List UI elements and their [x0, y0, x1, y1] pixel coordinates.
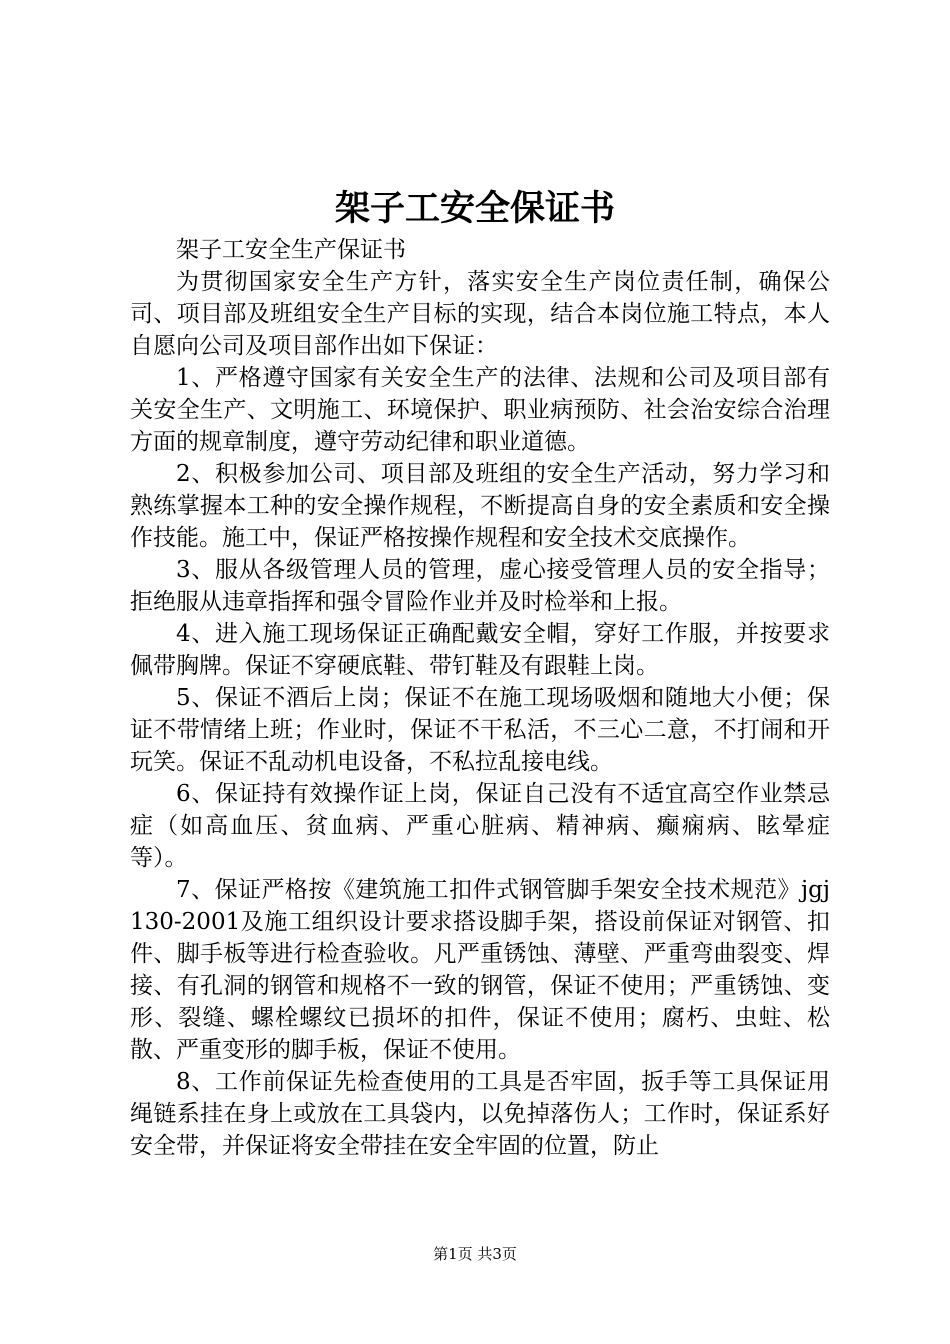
paragraph-item-7: 7、保证严格按《建筑施工扣件式钢管脚手架安全技术规范》jgj130-2001及施工组织设计要求搭设脚手架，搭设前保证对钢管、扣件、脚手板等进行检查验收。凡严重锈蚀、薄壁、严重弯曲裂变、焊接、有孔洞的钢管和规格不一致的钢管，保证不使用；严重锈蚀、变形、裂缝、螺栓螺纹已损坏的扣件，保证不使用；腐朽、虫蛀、松散、严重变形的脚手板，保证不使用。: [130, 877, 830, 1063]
paragraph-item-5: 5、保证不酒后上岗；保证不在施工现场吸烟和随地大小便；保证不带情绪上班；作业时，保证不干私活，不三心二意，不打闹和开玩笑。保证不乱动机电设备，不私拉乱接电线。: [130, 685, 830, 775]
document-title: 架子工安全保证书: [334, 188, 615, 229]
paragraph-item-8: 8、工作前保证先检查使用的工具是否牢固，扳手等工具保证用绳链系挂在身上或放在工具袋内，以免掉落伤人；工作时，保证系好安全带，并保证将安全带挂在安全牢固的位置，防止: [130, 1069, 830, 1159]
paragraph-item-4: 4、进入施工现场保证正确配戴安全帽，穿好工作服，并按要求佩带胸牌。保证不穿硬底鞋、带钉鞋及有跟鞋上岗。: [130, 621, 830, 679]
paragraph-subtitle: 架子工安全生产保证书: [176, 237, 406, 263]
paragraph-intro: 为贯彻国家安全生产方针，落实安全生产岗位责任制，确保公司、项目部及班组安全生产目标的实现，结合本岗位施工特点，本人自愿向公司及项目部作出如下保证：: [130, 269, 830, 359]
document-body: [130, 234, 830, 1162]
paragraph-item-1: 1、严格遵守国家有关安全生产的法律、法规和公司及项目部有关安全生产、文明施工、环境保护、职业病预防、社会治安综合治理方面的规章制度，遵守劳动纪律和职业道德。: [130, 365, 830, 455]
paragraph-item-6: 6、保证持有效操作证上岗，保证自己没有不适宜高空作业禁忌症（如高血压、贫血病、严重心脏病、精神病、癫痫病、眩晕症等）。: [130, 781, 830, 871]
paragraph-item-2: 2、积极参加公司、项目部及班组的安全生产活动，努力学习和熟练掌握本工种的安全操作规程，不断提高自身的安全素质和安全操作技能。施工中，保证严格按操作规程和安全技术交底操作。: [130, 461, 830, 551]
page-number-footer: 第1页 共3页: [433, 1245, 517, 1263]
paragraph-item-3: 3、服从各级管理人员的管理，虚心接受管理人员的安全指导；拒绝服从违章指挥和强令冒险作业并及时检举和上报。: [130, 557, 830, 615]
